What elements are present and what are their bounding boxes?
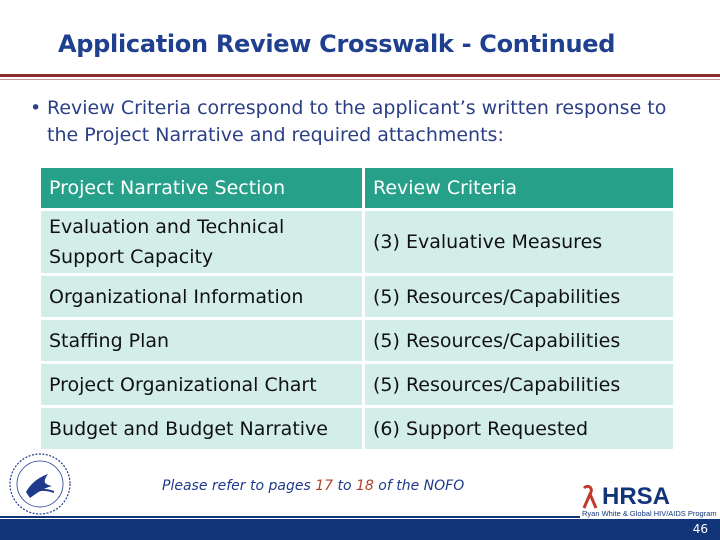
header-review-criteria: Review Criteria [365,168,673,208]
footer-rule [0,516,580,518]
page-number: 46 [692,522,708,536]
table-cell-section: Budget and Budget Narrative [41,408,362,449]
table-row [41,320,673,361]
title-divider [0,74,720,77]
table-row [41,364,673,405]
table-header-row [41,168,673,208]
hrsa-logo [578,482,718,520]
bullet-point [30,95,700,149]
footer-bar [0,519,720,540]
bullet-icon: • [30,97,42,119]
table-cell-criteria: (5) Resources/Capabilities [365,364,673,405]
page-start: 17 [315,478,334,494]
table-cell-section: Organizational Information [41,276,362,317]
table-row [41,211,673,273]
ribbon-icon [584,486,596,508]
table-cell-criteria: (5) Resources/Capabilities [365,320,673,361]
table-row [41,408,673,449]
hrsa-wordmark: HRSA [602,483,671,510]
title-divider-thin [0,79,720,80]
table-cell-criteria: (3) Evaluative Measures [365,211,673,273]
bullet-text: Review Criteria correspond to the applicant’s written response to the Project Narrative and required attachments: [47,97,667,146]
table-row [41,276,673,317]
hrsa-subtitle: Ryan White & Global HIV/AIDS Program [582,509,717,518]
nofo-reference-note: Please refer to pages 17 to 18 of the NOFO [162,478,465,494]
header-project-narrative-section: Project Narrative Section [41,168,362,208]
table-cell-criteria: (6) Support Requested [365,408,673,449]
page-end: 18 [356,478,374,494]
table-cell-section: Project Organizational Chart [41,364,362,405]
slide-title: Application Review Crosswalk - Continued [58,30,616,58]
hhs-seal-logo [8,452,72,516]
table-cell-section: Staffing Plan [41,320,362,361]
table-cell-section: Evaluation and Technical Support Capacity [41,211,362,273]
crosswalk-table [38,165,676,452]
table-cell-criteria: (5) Resources/Capabilities [365,276,673,317]
